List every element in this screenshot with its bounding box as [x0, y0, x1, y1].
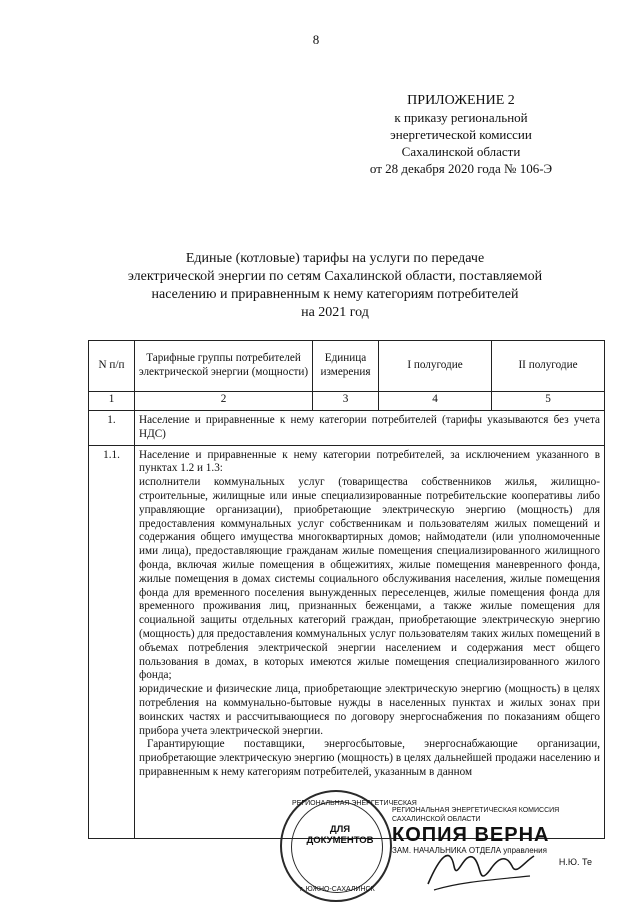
header-cell-number: N п/п — [89, 341, 135, 392]
appendix-block — [336, 92, 586, 177]
document-title-line: на 2021 год — [301, 305, 369, 320]
seal-edge-text: РЕГИОНАЛЬНАЯ ЭНЕРГЕТИЧЕСКАЯ — [292, 800, 417, 807]
document-title-line: электрической энергии по сетям Сахалинской области, поставляемой — [127, 269, 543, 284]
tariff-table — [88, 340, 605, 839]
document-title-line: населению и приравненным к нему категориям потребителей — [151, 287, 519, 302]
appendix-line: к приказу региональной — [394, 110, 528, 125]
appendix-line: Сахалинской области — [401, 144, 521, 159]
appendix-title: ПРИЛОЖЕНИЕ 2 — [407, 93, 515, 108]
document-title-line: Единые (котловые) тарифы на услуги по передаче — [185, 251, 485, 266]
table-row — [89, 445, 605, 838]
copy-stamp-title: КОПИЯ ВЕРНА — [392, 824, 550, 846]
seal-center-line: ДЛЯ — [329, 824, 351, 835]
column-number: 5 — [492, 392, 605, 411]
copy-stamp-position: ЗАМ. НАЧАЛЬНИКА ОТДЕЛА управления — [392, 846, 547, 855]
signature-image — [420, 836, 540, 900]
table-row — [89, 411, 605, 446]
row-number: 1. — [89, 411, 135, 446]
table-header-row — [89, 341, 605, 392]
document-title — [100, 250, 570, 322]
header-cell-groups: Тарифные группы потребителей электрической энергии (мощности) — [135, 341, 313, 392]
row-paragraph: юридические и физические лица, приобретающие электрическую энергию (мощность) в целях потребления на коммунально-бытовые нужды в населенных пунктах и жилых зонах при воинских частях и рассчитывающиеся по договору энергоснабжения по показаниям общего прибора учета электрической энергии. — [139, 683, 600, 737]
column-number: 3 — [313, 392, 379, 411]
row-paragraph: исполнители коммунальных услуг (товарищества собственников жилья, жилищно-строительные, жилищные или иные специализированные потребительские кооперативы либо управляющие организации), приобретающие электрическую энергию (мощность) для предоставления коммунальных услуг собственникам и пользователям жилых помещений и содержания общего имущества многоквартирных домов; наймодатели (или уполномоченные ими лица), предоставляющие гражданам жилые помещения специализированного жилищного фонда, включая жилые помещения в общежитиях, жилые помещения маневренного фонда, жилые помещения в домах системы социального обслуживания населения, жилые помещения фонда для временного поселения вынужденных переселенцев, жилые помещения фонда для временного проживания лиц, признанных беженцами, а также жилые помещения для социальной защиты отдельных категорий граждан, приобретающие электрическую энергию (мощность) для предоставления коммунальных услуг пользователям таких жилых помещений в объемах потребления электрической энергии населением и содержания мест общего пользования в домах, в которых имеются жилые помещения специализированного жилого фонда; — [139, 476, 600, 682]
column-number-row — [89, 392, 605, 411]
row-paragraph: Гарантирующие поставщики, энергосбытовые, энергоснабжающие организации, приобретающие электрическую энергию (мощность) в целях дальнейшей продажи населению и приравненным к нему категориям потребителей, указанным в данном — [139, 738, 600, 778]
header-cell-half1: I полугодие — [379, 341, 492, 392]
row-text: Население и приравненные к нему категории потребителей (тарифы указываются без учета НДС) — [139, 414, 600, 440]
row-paragraph: Население и приравненные к нему категории потребителей, за исключением указанного в пунктах 1.2 и 1.3: — [139, 448, 600, 475]
header-cell-half2: II полугодие — [492, 341, 605, 392]
page-number: 8 — [312, 32, 320, 47]
seal-center-line: ДОКУМЕНТОВ — [306, 835, 374, 846]
copy-stamp-name: Н.Ю. Те — [558, 857, 592, 867]
row-number: 1.1. — [89, 445, 135, 838]
column-number: 2 — [135, 392, 313, 411]
seal-edge-text: г. ЮЖНО-САХАЛИНСК — [300, 886, 375, 893]
copy-stamp-org: РЕГИОНАЛЬНАЯ ЭНЕРГЕТИЧЕСКАЯ КОМИССИЯ САХАЛИНСКОЙ ОБЛАСТИ — [392, 807, 560, 823]
row-description — [135, 411, 605, 446]
seal-center-text — [300, 824, 380, 846]
column-number: 4 — [379, 392, 492, 411]
row-description — [135, 445, 605, 838]
column-number: 1 — [89, 392, 135, 411]
header-cell-unit: Единица измерения — [313, 341, 379, 392]
appendix-line: энергетической комиссии — [390, 127, 532, 142]
appendix-line: от 28 декабря 2020 года № 106-Э — [369, 161, 553, 176]
